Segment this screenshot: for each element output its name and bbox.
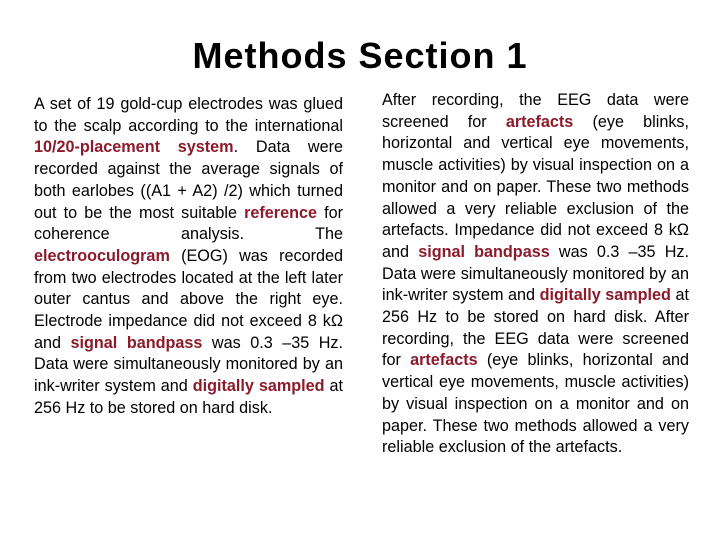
highlight-placement-system: 10/20-placement system	[34, 138, 234, 157]
right-text-4: at 256 Hz to be stored on hard disk. After recording, the EEG data were screened for	[382, 286, 689, 370]
left-text-1: A set of 19 gold-cup electrodes was glued to the scalp according to the international	[34, 95, 343, 135]
highlight-artefacts: artefacts	[410, 351, 478, 370]
highlight-signal-bandpass: signal bandpass	[418, 242, 550, 261]
left-text-3: for coherence analysis. The	[34, 203, 344, 244]
left-text-4: (EOG) was recorded from two electrodes located at the left later outer cantus and above the right eye. Electrode impedance did not exceed 8 kΩ and	[34, 246, 343, 352]
highlight-artefacts: artefacts	[505, 112, 574, 131]
highlight-reference: reference	[244, 203, 317, 222]
right-text-column	[382, 90, 689, 459]
left-text-6: at 256 Hz to be stored on hard disk.	[34, 377, 343, 417]
right-text-3: was 0.3 –35 Hz. Data were simultaneously monitored by an ink-writer system and	[382, 242, 689, 305]
left-text-column	[34, 94, 343, 420]
right-text-1: After recording, the EEG data were screened for	[382, 91, 689, 131]
highlight-signal-bandpass: signal bandpass	[70, 333, 203, 352]
highlight-electrooculogram: electrooculogram	[34, 246, 170, 265]
highlight-digitally-sampled: digitally sampled	[192, 377, 325, 396]
left-text-5: was 0.3 –35 Hz. Data were simultaneously monitored by an ink-writer system and	[34, 333, 344, 396]
right-text-5: (eye blinks, horizontal and vertical eye movements, muscle activities) by visual inspection on a monitor and on paper. These two methods allowed a very reliable exclusion of the artefacts.	[382, 351, 690, 457]
slide-title: Methods Section 1	[192, 35, 528, 76]
right-text-2: (eye blinks, horizontal and vertical eye movements, muscle activities) by visual inspection on a monitor and on paper. These two methods allowed a very reliable exclusion of the artefacts. Impedance did not exceed 8 kΩ and	[382, 112, 690, 261]
highlight-digitally-sampled: digitally sampled	[539, 286, 671, 305]
left-text-2: . Data were recorded against the average signals of both earlobes ((A1 + A2) /2) which turned out to be the most suitable	[34, 138, 343, 222]
